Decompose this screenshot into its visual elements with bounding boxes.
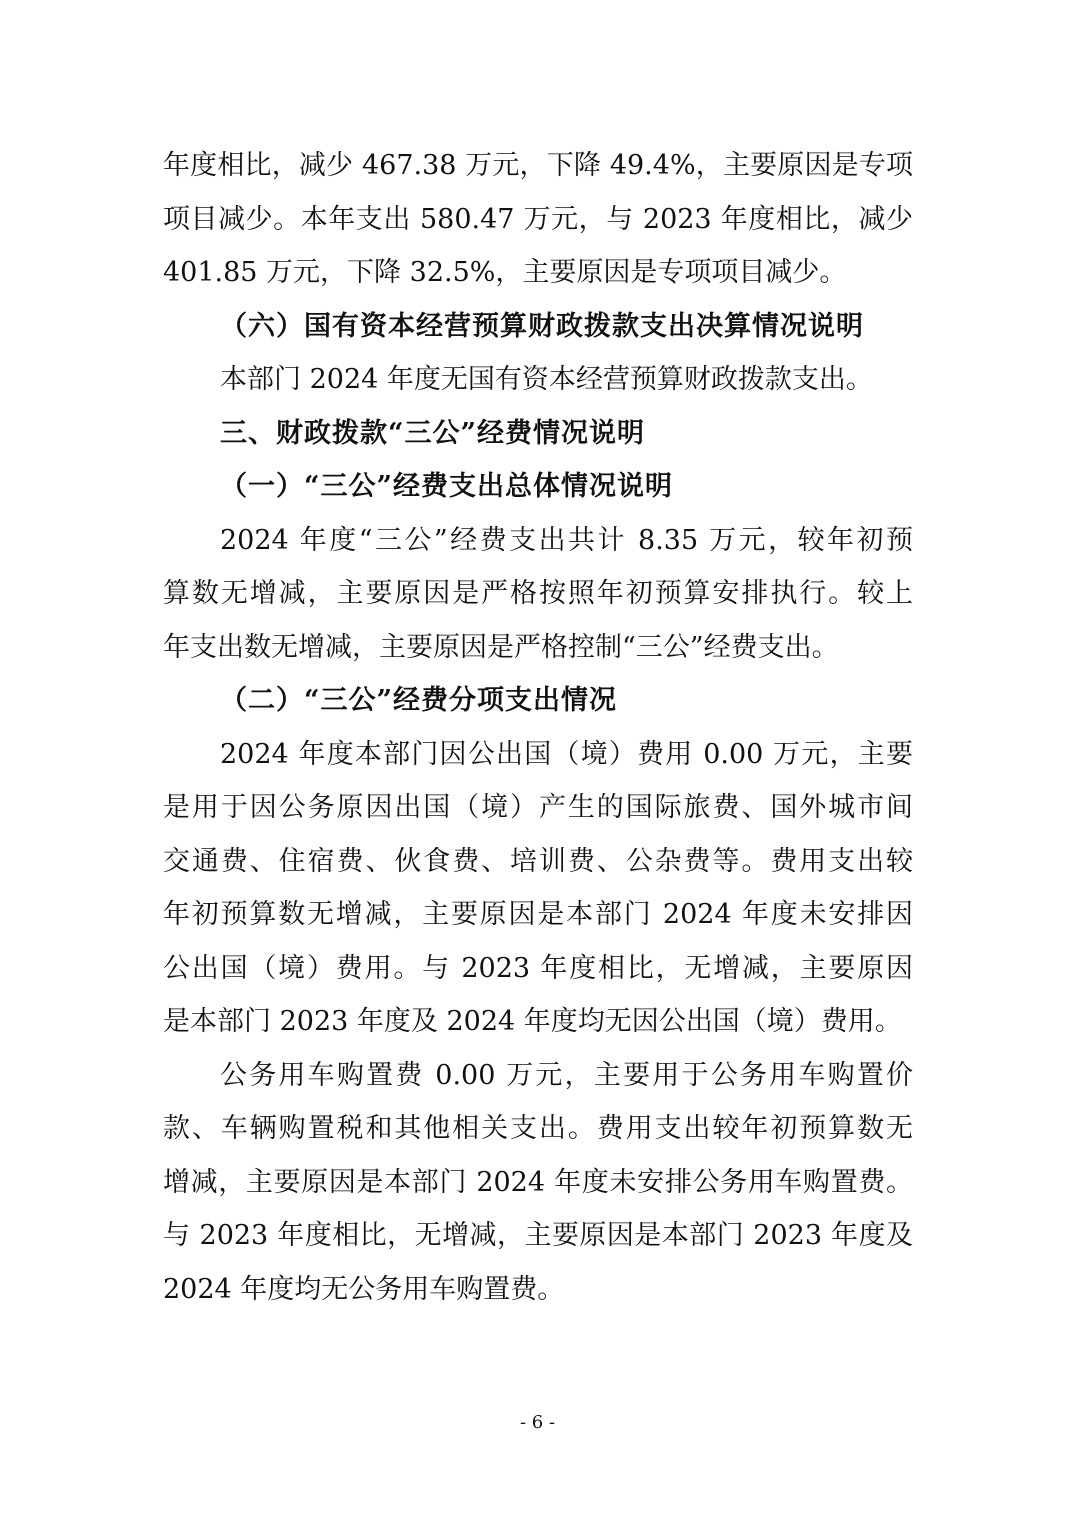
body-line: 401.85 万元，下降 32.5%，主要原因是专项项目减少。 [163, 257, 847, 288]
subsection-heading: （一）“三公”经费支出总体情况说明 [220, 471, 674, 502]
body-line: 年度相比，减少 467.38 万元，下降 49.4%，主要原因是专项 [163, 150, 913, 181]
body-line: 是本部门 2023 年度及 2024 年度均无因公出国（境）费用。 [163, 1006, 902, 1037]
document-body [163, 139, 913, 1316]
body-line: 算数无增减，主要原因是严格按照年初预算安排执行。较上 [163, 578, 913, 609]
body-line: 本部门 2024 年度无国有资本经营预算财政拨款支出。 [220, 364, 873, 395]
body-line: 2024 年度“三公”经费支出共计 8.35 万元，较年初预 [220, 524, 913, 556]
subsection-heading: （二）“三公”经费分项支出情况 [220, 685, 618, 716]
body-line: 款、车辆购置税和其他相关支出。费用支出较年初预算数无 [163, 1113, 913, 1144]
section-heading: 三、财政拨款“三公”经费情况说明 [220, 417, 646, 449]
body-line: 公出国（境）费用。与 2023 年度相比，无增减，主要原因 [163, 952, 913, 984]
body-line: 年初预算数无增减，主要原因是本部门 2024 年度未安排因 [163, 899, 913, 930]
body-line: 交通费、住宿费、伙食费、培训费、公杂费等。费用支出较 [163, 845, 913, 877]
body-line: 是用于因公务原因出国（境）产生的国际旅费、国外城市间 [163, 792, 913, 823]
body-line: 增减，主要原因是本部门 2024 年度未安排公务用车购置费。 [163, 1166, 913, 1198]
body-line: 2024 年度均无公务用车购置费。 [163, 1273, 565, 1305]
body-line: 公务用车购置费 0.00 万元，主要用于公务用车购置价 [220, 1059, 913, 1091]
section-heading: （六）国有资本经营预算财政拨款支出决算情况说明 [220, 310, 864, 342]
body-line: 年支出数无增减，主要原因是严格控制“三公”经费支出。 [163, 631, 839, 663]
body-line: 与 2023 年度相比，无增减，主要原因是本部门 2023 年度及 [163, 1220, 913, 1251]
page-number: - 6 - [519, 1412, 556, 1433]
body-line: 2024 年度本部门因公出国（境）费用 0.00 万元，主要 [220, 738, 913, 770]
body-line: 项目减少。本年支出 580.47 万元，与 2023 年度相比，减少 [163, 203, 913, 235]
